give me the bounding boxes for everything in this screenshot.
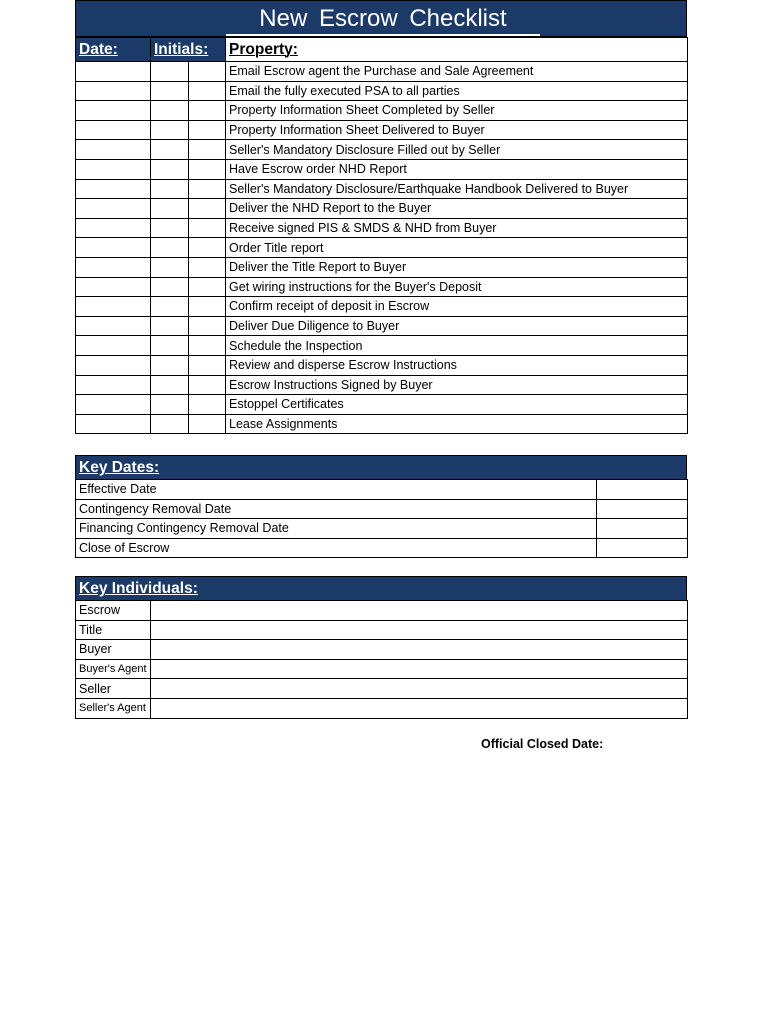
task-label: Email the fully executed PSA to all parties: [226, 81, 688, 101]
key-individuals-table: [75, 600, 688, 719]
initials-cell[interactable]: [189, 355, 226, 375]
table-row: [76, 355, 688, 375]
initials-cell[interactable]: [189, 277, 226, 297]
table-row: [76, 199, 688, 219]
key-individual-label: Seller: [76, 679, 151, 699]
date-cell[interactable]: [76, 140, 151, 160]
initials-cell[interactable]: [189, 238, 226, 258]
task-label: Estoppel Certificates: [226, 395, 688, 415]
initials-cell[interactable]: [151, 218, 189, 238]
task-label: Have Escrow order NHD Report: [226, 159, 688, 179]
key-individual-row: [76, 601, 688, 621]
table-row: [76, 81, 688, 101]
task-label: Escrow Instructions Signed by Buyer: [226, 375, 688, 395]
key-individual-label: Buyer's Agent: [76, 659, 151, 679]
date-cell[interactable]: [76, 257, 151, 277]
table-row: [76, 316, 688, 336]
key-individual-label: Title: [76, 620, 151, 640]
checklist-table: [75, 37, 688, 434]
initials-cell[interactable]: [151, 101, 189, 121]
key-date-value-cell[interactable]: [597, 538, 688, 558]
initials-cell[interactable]: [151, 277, 189, 297]
initials-cell[interactable]: [189, 316, 226, 336]
key-individual-label: Seller's Agent: [76, 698, 151, 718]
initials-cell[interactable]: [151, 355, 189, 375]
initials-cell[interactable]: [189, 336, 226, 356]
checklist-title: New Escrow Checklist: [259, 5, 507, 32]
key-date-row: [76, 480, 688, 500]
key-date-label: Close of Escrow: [76, 538, 597, 558]
date-header: Date:: [76, 38, 151, 62]
initials-cell[interactable]: [189, 62, 226, 82]
task-label: Schedule the Inspection: [226, 336, 688, 356]
table-row: [76, 179, 688, 199]
key-individual-row: [76, 698, 688, 718]
key-individual-row: [76, 659, 688, 679]
key-individual-row: [76, 620, 688, 640]
initials-cell[interactable]: [189, 395, 226, 415]
task-label: Email Escrow agent the Purchase and Sale Agreement: [226, 62, 688, 82]
date-cell[interactable]: [76, 277, 151, 297]
checklist-header-row: [76, 38, 688, 62]
table-row: [76, 277, 688, 297]
task-label: Deliver Due Diligence to Buyer: [226, 316, 688, 336]
initials-cell[interactable]: [151, 179, 189, 199]
title-underline: [226, 34, 540, 36]
task-list: [76, 62, 688, 434]
table-row: [76, 238, 688, 258]
initials-cell[interactable]: [151, 316, 189, 336]
initials-cell[interactable]: [151, 140, 189, 160]
initials-cell[interactable]: [151, 120, 189, 140]
key-individuals-section: [75, 576, 687, 719]
date-cell[interactable]: [76, 81, 151, 101]
checklist-title-bar: [75, 0, 687, 37]
key-date-label: Contingency Removal Date: [76, 499, 597, 519]
task-label: Review and disperse Escrow Instructions: [226, 355, 688, 375]
date-cell[interactable]: [76, 395, 151, 415]
date-cell[interactable]: [76, 199, 151, 219]
initials-cell[interactable]: [151, 414, 189, 434]
initials-cell[interactable]: [189, 120, 226, 140]
task-label: Confirm receipt of deposit in Escrow: [226, 297, 688, 317]
date-cell[interactable]: [76, 218, 151, 238]
initials-cell[interactable]: [151, 336, 189, 356]
initials-cell[interactable]: [189, 375, 226, 395]
escrow-checklist: [75, 0, 687, 434]
key-individual-value-cell[interactable]: [151, 640, 688, 660]
date-cell[interactable]: [76, 62, 151, 82]
task-label: Receive signed PIS & SMDS & NHD from Buyer: [226, 218, 688, 238]
date-cell[interactable]: [76, 355, 151, 375]
key-date-value-cell[interactable]: [597, 480, 688, 500]
initials-cell[interactable]: [189, 159, 226, 179]
key-individual-value-cell[interactable]: [151, 620, 688, 640]
key-individual-label: Buyer: [76, 640, 151, 660]
table-row: [76, 140, 688, 160]
initials-cell[interactable]: [189, 140, 226, 160]
key-date-row: [76, 538, 688, 558]
table-row: [76, 395, 688, 415]
task-label: Get wiring instructions for the Buyer's Deposit: [226, 277, 688, 297]
key-dates-header: Key Dates:: [75, 455, 687, 479]
key-date-row: [76, 519, 688, 539]
table-row: [76, 120, 688, 140]
key-individual-value-cell[interactable]: [151, 659, 688, 679]
task-label: Seller's Mandatory Disclosure/Earthquake Handbook Delivered to Buyer: [226, 179, 688, 199]
key-individual-value-cell[interactable]: [151, 601, 688, 621]
initials-cell[interactable]: [151, 81, 189, 101]
table-row: [76, 297, 688, 317]
date-cell[interactable]: [76, 159, 151, 179]
initials-cell[interactable]: [151, 257, 189, 277]
key-date-label: Effective Date: [76, 480, 597, 500]
task-label: Property Information Sheet Delivered to Buyer: [226, 120, 688, 140]
initials-cell[interactable]: [151, 159, 189, 179]
initials-cell[interactable]: [189, 257, 226, 277]
date-cell[interactable]: [76, 120, 151, 140]
initials-cell[interactable]: [189, 179, 226, 199]
date-cell[interactable]: [76, 414, 151, 434]
key-individuals-header: Key Individuals:: [75, 576, 687, 600]
key-individual-label: Escrow: [76, 601, 151, 621]
key-individual-row: [76, 679, 688, 699]
initials-cell[interactable]: [151, 375, 189, 395]
date-cell[interactable]: [76, 238, 151, 258]
initials-cell[interactable]: [151, 297, 189, 317]
table-row: [76, 62, 688, 82]
key-individual-value-cell[interactable]: [151, 679, 688, 699]
initials-cell[interactable]: [189, 218, 226, 238]
initials-header: Initials:: [151, 38, 226, 62]
table-row: [76, 159, 688, 179]
date-cell[interactable]: [76, 375, 151, 395]
key-date-value-cell[interactable]: [597, 499, 688, 519]
table-row: [76, 101, 688, 121]
official-closed-date-label: Official Closed Date:: [481, 737, 604, 751]
initials-cell[interactable]: [189, 199, 226, 219]
initials-cell[interactable]: [189, 297, 226, 317]
task-label: Seller's Mandatory Disclosure Filled out by Seller: [226, 140, 688, 160]
date-cell[interactable]: [76, 316, 151, 336]
table-row: [76, 336, 688, 356]
date-cell[interactable]: [76, 297, 151, 317]
date-cell[interactable]: [76, 179, 151, 199]
date-cell[interactable]: [76, 101, 151, 121]
table-row: [76, 375, 688, 395]
initials-cell[interactable]: [151, 238, 189, 258]
key-dates-table: [75, 479, 688, 558]
date-cell[interactable]: [76, 336, 151, 356]
task-label: Property Information Sheet Completed by Seller: [226, 101, 688, 121]
table-row: [76, 414, 688, 434]
initials-cell[interactable]: [151, 199, 189, 219]
table-row: [76, 218, 688, 238]
task-label: Deliver the NHD Report to the Buyer: [226, 199, 688, 219]
initials-cell[interactable]: [189, 414, 226, 434]
key-individual-row: [76, 640, 688, 660]
initials-cell[interactable]: [151, 62, 189, 82]
key-individual-value-cell[interactable]: [151, 698, 688, 718]
task-label: Deliver the Title Report to Buyer: [226, 257, 688, 277]
property-header[interactable]: Property:: [226, 38, 688, 62]
initials-cell[interactable]: [189, 81, 226, 101]
task-label: Lease Assignments: [226, 414, 688, 434]
task-label: Order Title report: [226, 238, 688, 258]
key-dates-section: [75, 455, 687, 558]
table-row: [76, 257, 688, 277]
key-date-row: [76, 499, 688, 519]
initials-cell[interactable]: [151, 395, 189, 415]
key-date-value-cell[interactable]: [597, 519, 688, 539]
key-date-label: Financing Contingency Removal Date: [76, 519, 597, 539]
initials-cell[interactable]: [189, 101, 226, 121]
